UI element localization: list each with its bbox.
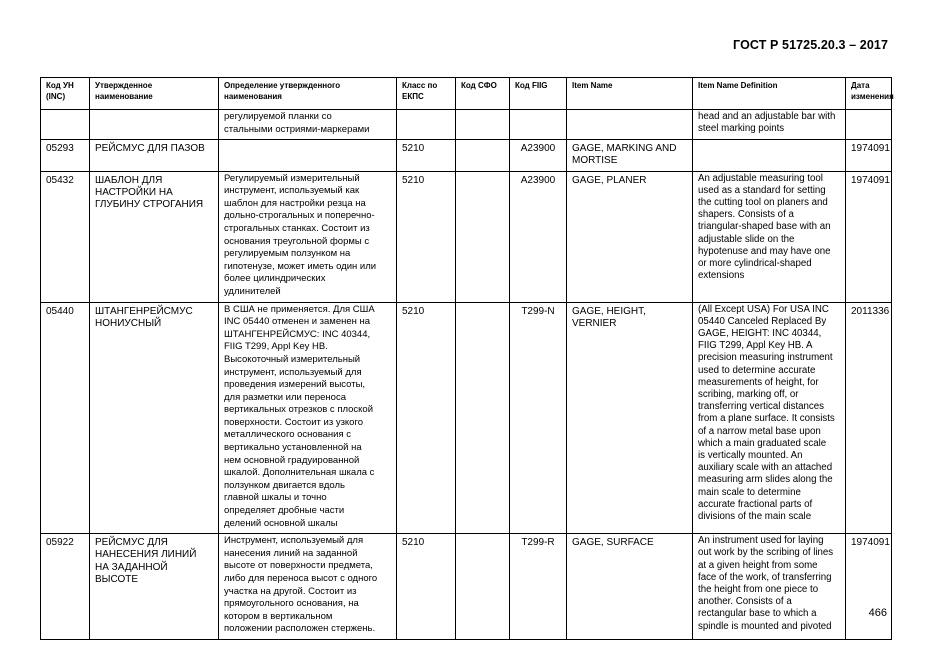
cell-item-name: GAGE, MARKING AND MORTISE xyxy=(567,140,693,171)
cell-ekps-class: 5210 xyxy=(397,302,456,534)
cell-item-name-definition: (All Except USA) For USA INC 05440 Canceled Replaced By GAGE, HEIGHT: INC 40344, FIIG T299, Appl Key HB. A precision measuring instrument used to determine accurate measurements of height, for scribing, marking off, or transferring vertical distances from a plane surface. It consists of a narrow metal base upon which a main graduated scale is vertically mounted. An auxiliary scale with an attached measuring arm slides along the main scale to determine accurate fractional parts of divisions of the main scale xyxy=(693,302,846,534)
cell-item-name-definition xyxy=(693,140,846,171)
cell-fiig-code: A23900 xyxy=(510,171,567,302)
cell-fiig-code: A23900 xyxy=(510,140,567,171)
cell-definition xyxy=(219,140,397,171)
cell-ekps-class: 5210 xyxy=(397,140,456,171)
cell-fiig-code: T299-N xyxy=(510,302,567,534)
cell-change-date: 1974091 xyxy=(846,171,892,302)
column-header-definition: Определение утвержденного наименования xyxy=(219,78,397,110)
column-header-approved-name: Утвержденное наименование xyxy=(90,78,219,110)
cell-inc: 05293 xyxy=(41,140,90,171)
cell-definition: регулируемой планки со стальными остриями-маркерами xyxy=(219,110,397,140)
cell-definition: Инструмент, используемый для нанесения линий на заданной высоте от поверхности предмета, либо для переноса высот с одного участка на другой. Состоит из прямоугольного основания, на котором в вертикальном положении расположен стержень. xyxy=(219,534,397,640)
cell-ekps-class: 5210 xyxy=(397,534,456,640)
cell-inc: 05922 xyxy=(41,534,90,640)
cell-inc xyxy=(41,110,90,140)
cell-change-date: 1974091 xyxy=(846,534,892,640)
cell-fiig-code: T299-R xyxy=(510,534,567,640)
column-header-item-name: Item Name xyxy=(567,78,693,110)
column-header-sfo-code: Код СФО xyxy=(456,78,510,110)
table-row xyxy=(41,110,892,140)
cell-sfo-code xyxy=(456,110,510,140)
cell-item-name-definition: An instrument used for laying out work by the scribing of lines at a given height from some face of the work, of transferring the height from one piece to another. Consists of a rectangular base to which a spindle is mounted and pivoted xyxy=(693,534,846,640)
document-code-header: ГОСТ Р 51725.20.3 – 2017 xyxy=(733,38,888,52)
table-header-row xyxy=(41,78,892,110)
cell-definition: В США не применяется. Для США INC 05440 отменен и заменен на ШТАНГЕНРЕЙСМУС: INC 40344, FIIG T299, Appl Key HB. Высокоточный измерительный инструмент, используемый для проведения измерений высоты, для разметки или переноса вертикальных отрезков с плоской поверхности. Состоит из узкого металлического основания с вертикально установленной на нем основной градуированной шкалой. Дополнительная шкала с ползунком двигается вдоль главной шкалы и точно определяет дробные части делений основной шкалы xyxy=(219,302,397,534)
cell-sfo-code xyxy=(456,302,510,534)
cell-ekps-class: 5210 xyxy=(397,171,456,302)
column-header-fiig-code: Код FIIG xyxy=(510,78,567,110)
page-number: 466 xyxy=(868,607,887,619)
cell-approved-name xyxy=(90,110,219,140)
cell-change-date: 2011336 xyxy=(846,302,892,534)
cell-change-date: 1974091 xyxy=(846,140,892,171)
column-header-item-name-definition: Item Name Definition xyxy=(693,78,846,110)
table-row xyxy=(41,302,892,534)
column-header-change-date: Дата изменения xyxy=(846,78,892,110)
cell-sfo-code xyxy=(456,171,510,302)
table-row xyxy=(41,140,892,171)
cell-definition: Регулируемый измерительный инструмент, используемый как шаблон для настройки резца на дольно-строгальных и поперечно- строгальных станках. Состоит из основания треугольной формы с регулируемым ползунком на гипотенузе, может иметь один или более цилиндрических удлинителей xyxy=(219,171,397,302)
cell-item-name-definition: An adjustable measuring tool used as a standard for setting the cutting tool on planers and shapers. Consists of a triangular-shaped base with an adjustable slide on the hypotenuse and may have one or more cylindrical-shaped extensions xyxy=(693,171,846,302)
column-header-inc: Код УН (INC) xyxy=(41,78,90,110)
cell-change-date xyxy=(846,110,892,140)
cell-item-name xyxy=(567,110,693,140)
cell-fiig-code xyxy=(510,110,567,140)
table-row xyxy=(41,171,892,302)
cell-sfo-code xyxy=(456,534,510,640)
cell-item-name-definition: head and an adjustable bar with steel marking points xyxy=(693,110,846,140)
cell-approved-name: ШАБЛОН ДЛЯ НАСТРОЙКИ НА ГЛУБИНУ СТРОГАНИЯ xyxy=(90,171,219,302)
cell-inc: 05440 xyxy=(41,302,90,534)
cell-sfo-code xyxy=(456,140,510,171)
cell-inc: 05432 xyxy=(41,171,90,302)
cell-item-name: GAGE, SURFACE xyxy=(567,534,693,640)
cell-approved-name: РЕЙСМУС ДЛЯ ПАЗОВ xyxy=(90,140,219,171)
table-row xyxy=(41,534,892,640)
cell-ekps-class xyxy=(397,110,456,140)
column-header-ekps-class: Класс по ЕКПС xyxy=(397,78,456,110)
nomenclature-table xyxy=(40,77,892,640)
cell-approved-name: ШТАНГЕНРЕЙСМУС НОНИУСНЫЙ xyxy=(90,302,219,534)
cell-approved-name: РЕЙСМУС ДЛЯ НАНЕСЕНИЯ ЛИНИЙ НА ЗАДАННОЙ ВЫСОТЕ xyxy=(90,534,219,640)
cell-item-name: GAGE, PLANER xyxy=(567,171,693,302)
cell-item-name: GAGE, HEIGHT, VERNIER xyxy=(567,302,693,534)
